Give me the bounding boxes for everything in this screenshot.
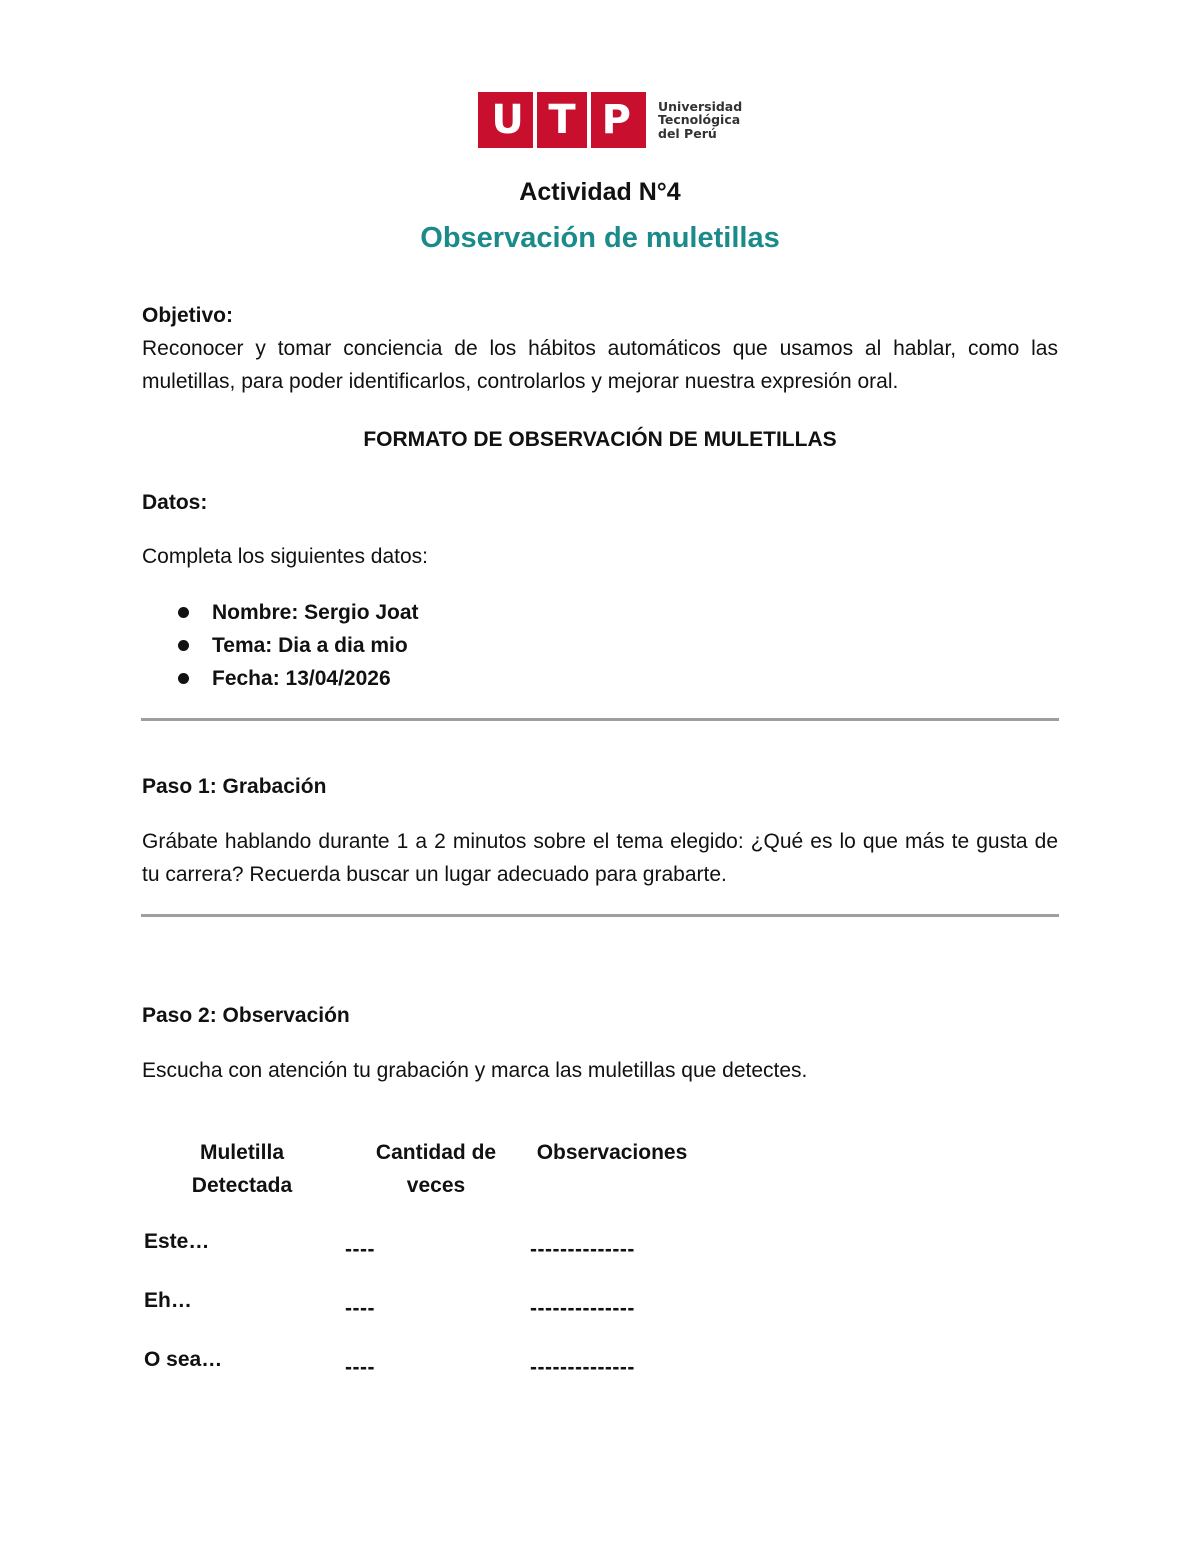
table-header-observaciones: Observaciones <box>536 1141 688 1164</box>
divider <box>141 718 1059 721</box>
table-header-muletilla: Muletilla Detectada <box>191 1141 293 1197</box>
data-label: Datos: <box>142 491 208 514</box>
data-instruction: Completa los siguientes datos: <box>142 545 428 568</box>
logo-letter-p: P <box>601 97 631 143</box>
bullet-icon <box>178 607 189 618</box>
muletilla-cell: Eh… <box>144 1289 192 1312</box>
list-item: Nombre: Sergio Joat <box>142 596 419 629</box>
cantidad-cell: ---- <box>345 1356 375 1379</box>
observaciones-cell: -------------- <box>530 1356 635 1379</box>
page-title: Actividad N°4 <box>519 178 681 206</box>
bullet-icon <box>178 673 189 684</box>
step2-text: Escucha con atención tu grabación y marca las muletillas que detectes. <box>142 1059 808 1082</box>
table-header-cantidad: Cantidad de veces <box>375 1141 497 1197</box>
list-item: Fecha: 13/04/2026 <box>142 662 419 695</box>
step2-label: Paso 2: Observación <box>142 1004 350 1027</box>
format-heading: FORMATO DE OBSERVACIÓN DE MULETILLAS <box>363 428 837 451</box>
bullet-icon <box>178 640 189 651</box>
observaciones-cell: -------------- <box>530 1297 635 1320</box>
logo-letter-u: U <box>491 97 524 143</box>
utp-logo-text: Universidad Tecnológica del Perú <box>658 98 743 141</box>
observaciones-cell: -------------- <box>530 1238 635 1261</box>
data-list <box>142 596 419 695</box>
utp-logo-mark <box>478 92 646 148</box>
objective-text: Reconocer y tomar conciencia de los hábitos automáticos que usamos al hablar, como las muletillas, para poder identificarlos, controlarlos y mejorar nuestra expresión oral. <box>142 337 1058 393</box>
muletilla-cell: O sea… <box>144 1348 223 1371</box>
logo-letter-t: T <box>548 97 576 143</box>
divider <box>141 914 1059 917</box>
page-subtitle: Observación de muletillas <box>420 222 780 254</box>
step1-text: Grábate hablando durante 1 a 2 minutos sobre el tema elegido: ¿Qué es lo que más te gusta de tu carrera? Recuerda buscar un lugar adecuado para grabarte. <box>142 830 1058 886</box>
muletilla-cell: Este… <box>144 1230 210 1253</box>
cantidad-cell: ---- <box>345 1238 375 1261</box>
step1-label: Paso 1: Grabación <box>142 775 327 798</box>
objective-label: Objetivo: <box>142 304 234 327</box>
utp-logo <box>478 92 742 148</box>
list-item: Tema: Dia a dia mio <box>142 629 419 662</box>
cantidad-cell: ---- <box>345 1297 375 1320</box>
